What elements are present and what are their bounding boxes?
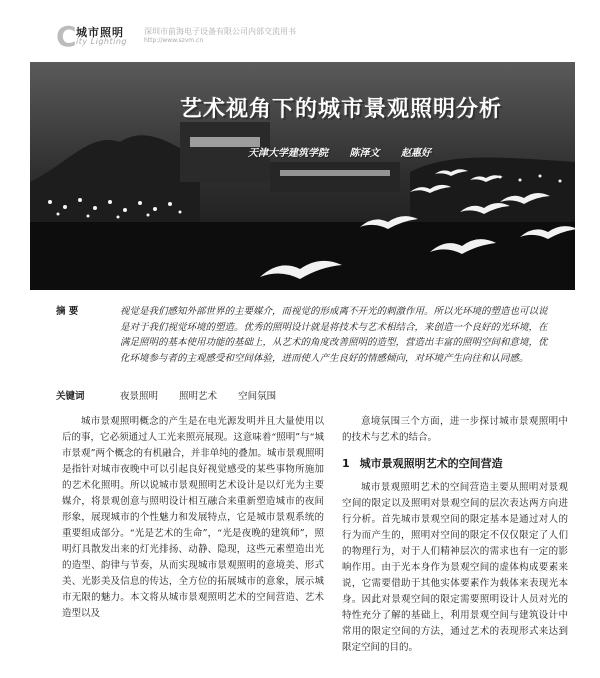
keyword-3: 空间氛围: [238, 391, 277, 402]
keyword-1: 夜景照明: [120, 391, 159, 402]
article-title: 艺术视角下的城市景观照明分析: [180, 97, 503, 122]
header-company: 深圳市前海电子设备有限公司内部交流用书: [144, 27, 296, 36]
abstract-label: 摘 要: [56, 306, 79, 317]
keyword-2: 照明艺术: [179, 391, 218, 402]
body-right-intro: 意境氛围三个方面，进一步探讨城市景观照明中的技术与艺术的结合。: [342, 416, 568, 443]
section-heading: [342, 456, 568, 472]
author-name-2: 赵惠好: [400, 148, 431, 159]
abstract-block: [56, 304, 550, 366]
section-paragraph: 城市景观照明艺术的空间营造主要从照明对景观空间的限定以及照明对景观空间的层次表达两方向进行分析。首先城市景观空间的限定基本是通过对人的行为而产生的，照明对空间的限定不仅仅限定了人们的物理行为，对于人们精神层次的需求也有一定的影响作用。由于光本身作为景观空间的虚体构成要素来说，它需要借助于其他实体要素作为载体来表现光本身。因此对景观空间的限定需要照明设计人员对光的特性充分了解的基础上，利用景观空间与建筑设计中常用的限定空间的方法，通过艺术的表现形式来达到限定空间的目的。: [342, 482, 568, 653]
abstract-text: 视觉是我们感知外部世界的主要媒介，而视觉的形成离不开光的刺激作用。所以光环境的塑造也可以说是对于我们视觉环境的塑造。优秀的照明设计就是将技术与艺术相结合，来创造一个良好的光环境，在满足照明的基本使用功能的基础上，从艺术的角度改善照明的造型，营造出丰富的照明空间和意境，优化环境参与者的主观感受和空间体验，进而使人产生良好的情感倾向，对环境产生向往和认同感。: [120, 306, 548, 364]
keywords-block: [56, 388, 550, 402]
section-number: 1: [342, 457, 350, 470]
body-right-column: [342, 414, 568, 656]
header-url: http://www.szvm.cn: [144, 37, 204, 44]
keywords-label: 关键词: [56, 391, 85, 402]
author-name-1: 陈泽文: [349, 148, 380, 159]
author-affiliation: 天津大学建筑学院: [248, 148, 328, 159]
journal-logo-letter: C: [56, 20, 77, 53]
journal-header: [56, 20, 556, 53]
article-authors: [248, 144, 449, 159]
journal-logo-en: ity Lighting: [76, 37, 127, 46]
body-left-column: 城市景观照明概念的产生是在电光源发明并且大量使用以后的事，它必须通过人工光来照亮展现。这意味着“照明”与“城市景观”两个概念的有机融合，并非单纯的叠加。城市景观照明是指针对城市夜晚中可以引起良好视觉感受的某些事物所施加的艺术化照明。所以说城市景观照明艺术设计是以灯光为主要媒介，将景观创意与照明设计相互融合来重新塑造城市的夜间形象，展现城市的个性魅力和发展特点，它是城市景观系统的重要组成部分。“光是艺术的生命”，“光是夜晚的建筑师”，照明灯具散发出来的灯光排扬、动静、隐现，这些元素塑造出光的造型、韵律与节奏，从而实现城市景观照明的意境美、形式美、光影美及信息的传达，全方位的拓展城市的意象，展示城市无限的魅力。本文将从城市景观照明艺术的空间营造、艺术造型以及: [62, 416, 324, 619]
hero-image: [30, 62, 575, 290]
section-title: 城市景观照明艺术的空间营造: [359, 457, 503, 470]
journal-logo-cn: 城市照明: [76, 26, 124, 39]
